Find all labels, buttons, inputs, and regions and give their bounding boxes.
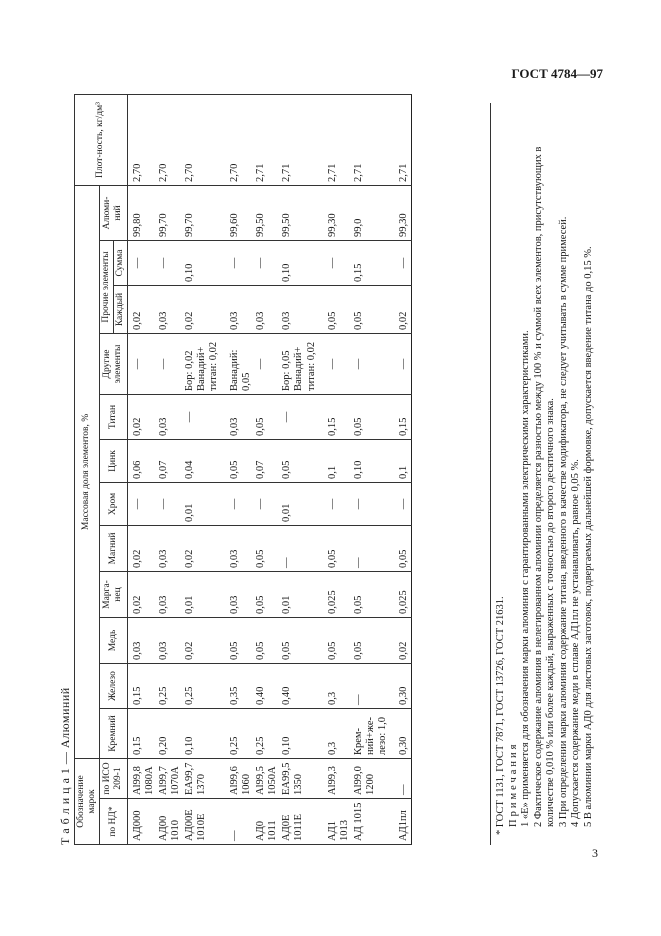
cell-magnesium: 0,05 [254, 526, 280, 572]
cell-zinc: 0,07 [254, 440, 280, 483]
cell-sum: — [390, 241, 412, 286]
cell-grade-iso: EA99,5 1350 [280, 759, 318, 799]
cell-magnesium: 0,03 [221, 526, 254, 572]
cell-zinc: 0,05 [280, 440, 318, 483]
cell-manganese: 0,05 [254, 572, 280, 618]
table-body [127, 94, 411, 844]
cell-other-elements: — [157, 334, 183, 395]
footnote: * ГОСТ 1131, ГОСТ 7871, ГОСТ 13726, ГОСТ 21631. [495, 596, 506, 835]
cell-manganese: 0,01 [280, 572, 318, 618]
cell-grade-nd: АД1 1013 [319, 799, 352, 845]
cell-other-elements: — [127, 334, 157, 395]
cell-copper: 0,03 [157, 618, 183, 664]
table-row [352, 94, 390, 844]
cell-magnesium: 0,05 [390, 526, 412, 572]
cell-sum: — [221, 241, 254, 286]
cell-chromium: — [221, 483, 254, 526]
cell-iron: 0,40 [280, 664, 318, 709]
cell-density: 2,71 [254, 94, 280, 185]
cell-each: 0,05 [352, 286, 390, 334]
cell-zinc: 0,04 [183, 440, 221, 483]
note-3: 3 При определении марки алюминия содержание титана, введенного в качестве модификатора, не следует учитывать в сумме примесей. [557, 216, 569, 827]
cell-aluminium: 99,80 [127, 185, 157, 240]
header-silicon: Кремний [99, 709, 127, 759]
cell-copper: 0,05 [221, 618, 254, 664]
cell-chromium: — [352, 483, 390, 526]
cell-zinc: 0,10 [352, 440, 390, 483]
cell-each: 0,03 [157, 286, 183, 334]
cell-each: 0,02 [183, 286, 221, 334]
cell-copper: 0,05 [319, 618, 352, 664]
cell-aluminium: 99,70 [157, 185, 183, 240]
cell-each: 0,03 [221, 286, 254, 334]
cell-titanium: 0,15 [390, 395, 412, 440]
cell-iron: 0,25 [183, 664, 221, 709]
cell-density: 2,70 [183, 94, 221, 185]
cell-other-elements: — [254, 334, 280, 395]
cell-magnesium: 0,02 [183, 526, 221, 572]
cell-each: 0,03 [254, 286, 280, 334]
cell-grade-nd: АД0Е 1011Е [280, 799, 318, 845]
cell-titanium: 0,15 [319, 395, 352, 440]
cell-zinc: 0,07 [157, 440, 183, 483]
cell-silicon: Крем-ний+же-лезо: 1,0 [352, 709, 390, 759]
cell-other-elements: — [319, 334, 352, 395]
cell-grade-nd: АД 1015 [352, 799, 390, 845]
cell-chromium: — [157, 483, 183, 526]
cell-aluminium: 99,60 [221, 185, 254, 240]
header-nd: по НД* [99, 799, 127, 845]
cell-manganese: 0,02 [127, 572, 157, 618]
header-copper: Медь [99, 618, 127, 664]
cell-other-elements: Бор: 0,02 Ванадий+ титан: 0,02 [183, 334, 221, 395]
cell-copper: 0,02 [183, 618, 221, 664]
cell-sum: — [127, 241, 157, 286]
header-grades: Обозначение марок [75, 759, 100, 845]
cell-grade-nd: АД0 1011 [254, 799, 280, 845]
header-other-impurities: Прочие элементы [99, 241, 113, 334]
cell-chromium: — [319, 483, 352, 526]
cell-magnesium: — [352, 526, 390, 572]
cell-aluminium: 99,70 [183, 185, 221, 240]
header-other-elements: Другие элементы [99, 334, 127, 395]
cell-grade-nd: АД000 [127, 799, 157, 845]
cell-zinc: 0,1 [390, 440, 412, 483]
cell-silicon: 0,25 [254, 709, 280, 759]
cell-grade-iso: — [390, 759, 412, 799]
cell-silicon: 0,30 [390, 709, 412, 759]
cell-titanium: 0,03 [221, 395, 254, 440]
cell-manganese: 0,025 [319, 572, 352, 618]
cell-each: 0,05 [319, 286, 352, 334]
cell-chromium: — [390, 483, 412, 526]
cell-grade-iso: Al99,6 1060 [221, 759, 254, 799]
cell-iron: 0,15 [127, 664, 157, 709]
cell-density: 2,70 [127, 94, 157, 185]
cell-zinc: 0,1 [319, 440, 352, 483]
cell-iron: 0,25 [157, 664, 183, 709]
cell-grade-iso: EA99,7 1370 [183, 759, 221, 799]
cell-copper: 0,03 [127, 618, 157, 664]
cell-aluminium: 99,30 [319, 185, 352, 240]
cell-silicon: 0,10 [280, 709, 318, 759]
notes-title: Примечания [507, 741, 519, 827]
rotated-table-content [58, 95, 598, 845]
header-aluminium: Алюми-ний [99, 185, 127, 240]
cell-density: 2,71 [280, 94, 318, 185]
cell-other-elements: Бор: 0,05 Ванадий+ титан: 0,02 [280, 334, 318, 395]
table-row [390, 94, 412, 844]
cell-grade-iso: Al99,8 1080A [127, 759, 157, 799]
cell-copper: 0,05 [254, 618, 280, 664]
cell-grade-iso: Al99,3 [319, 759, 352, 799]
header-density: Плот-ность, кг/дм³ [75, 94, 128, 185]
cell-titanium: 0,05 [352, 395, 390, 440]
cell-grade-nd: — [221, 799, 254, 845]
document-header: ГОСТ 4784—97 [511, 66, 603, 81]
cell-manganese: 0,03 [221, 572, 254, 618]
cell-silicon: 0,25 [221, 709, 254, 759]
cell-copper: 0,05 [352, 618, 390, 664]
cell-other-elements: — [390, 334, 412, 395]
cell-sum: — [157, 241, 183, 286]
cell-magnesium: 0,03 [157, 526, 183, 572]
header-zinc: Цинк [99, 440, 127, 483]
cell-chromium: 0,01 [280, 483, 318, 526]
cell-copper: 0,05 [280, 618, 318, 664]
cell-density: 2,70 [157, 94, 183, 185]
table-row [280, 94, 318, 844]
cell-grade-iso: Al99,7 1070A [157, 759, 183, 799]
table-row [127, 94, 157, 844]
cell-each: 0,02 [390, 286, 412, 334]
cell-silicon: 0,3 [319, 709, 352, 759]
cell-silicon: 0,20 [157, 709, 183, 759]
header-magnesium: Магний [99, 526, 127, 572]
cell-magnesium: — [280, 526, 318, 572]
cell-other-elements: — [352, 334, 390, 395]
table-row [319, 94, 352, 844]
cell-grade-nd: АД00 1010 [157, 799, 183, 845]
cell-aluminium: 99,50 [254, 185, 280, 240]
table-caption: Т а б л и ц а 1 — Алюминий [58, 687, 72, 845]
cell-grade-nd: АД1пл [390, 799, 412, 845]
cell-copper: 0,02 [390, 618, 412, 664]
notes-section [495, 105, 595, 835]
cell-iron: 0,40 [254, 664, 280, 709]
table-row [183, 94, 221, 844]
cell-titanium: — [280, 395, 318, 440]
cell-titanium: 0,03 [157, 395, 183, 440]
table-row [254, 94, 280, 844]
note-1: 1 «Е» применяется для обозначения марки алюминия с гарантированными электрическими характеристиками. [520, 330, 531, 827]
cell-manganese: 0,025 [390, 572, 412, 618]
cell-sum: 0,10 [183, 241, 221, 286]
cell-density: 2,71 [319, 94, 352, 185]
header-sum: Сумма [113, 241, 127, 286]
table-row [221, 94, 254, 844]
cell-aluminium: 99,50 [280, 185, 318, 240]
note-5: 5 В алюминии марки АД0 для листовых заготовок, подвергаемых дальнейшей формовке, допускается введение титана до 0,15 %. [582, 246, 594, 827]
notes-divider [490, 103, 586, 845]
cell-manganese: 0,01 [183, 572, 221, 618]
page-number: 3 [592, 846, 598, 860]
cell-sum: 0,10 [280, 241, 318, 286]
header-manganese: Марга-нец [99, 572, 127, 618]
cell-sum: 0,15 [352, 241, 390, 286]
cell-titanium: — [183, 395, 221, 440]
cell-density: 2,70 [221, 94, 254, 185]
cell-iron: 0,30 [390, 664, 412, 709]
note-2: 2 Фактическое содержание алюминия в нелегированном алюминии определяется разностью между 100 % и суммой всех элементов, присутствующих в количестве 0,010 % или более каждый, выраженных с точностью до второго десятичного знака. [532, 146, 556, 827]
cell-manganese: 0,05 [352, 572, 390, 618]
cell-magnesium: 0,02 [127, 526, 157, 572]
cell-aluminium: 99,0 [352, 185, 390, 240]
header-chromium: Хром [99, 483, 127, 526]
cell-chromium: 0,01 [183, 483, 221, 526]
cell-zinc: 0,05 [221, 440, 254, 483]
cell-grade-iso: Al99,0 1200 [352, 759, 390, 799]
header-iron: Железо [99, 664, 127, 709]
cell-each: 0,03 [280, 286, 318, 334]
cell-each: 0,02 [127, 286, 157, 334]
cell-iron: — [352, 664, 390, 709]
cell-titanium: 0,05 [254, 395, 280, 440]
cell-magnesium: 0,05 [319, 526, 352, 572]
cell-manganese: 0,03 [157, 572, 183, 618]
cell-sum: — [254, 241, 280, 286]
composition-table [74, 94, 412, 845]
cell-zinc: 0,06 [127, 440, 157, 483]
header-iso: по ИСО 209-1 [99, 759, 127, 799]
header-mass-fraction: Массовая доля элементов, % [75, 185, 100, 758]
cell-grade-iso: Al99,5 1050A [254, 759, 280, 799]
cell-chromium: — [254, 483, 280, 526]
cell-silicon: 0,15 [127, 709, 157, 759]
cell-aluminium: 99,30 [390, 185, 412, 240]
cell-titanium: 0,02 [127, 395, 157, 440]
cell-iron: 0,3 [319, 664, 352, 709]
table-header [75, 94, 128, 844]
cell-silicon: 0,10 [183, 709, 221, 759]
table-row [157, 94, 183, 844]
cell-density: 2,71 [352, 94, 390, 185]
cell-other-elements: Ванадий: 0,05 [221, 334, 254, 395]
cell-density: 2,71 [390, 94, 412, 185]
cell-grade-nd: АД00Е 1010Е [183, 799, 221, 845]
header-titanium: Титан [99, 395, 127, 440]
cell-sum: — [319, 241, 352, 286]
cell-iron: 0,35 [221, 664, 254, 709]
cell-chromium: — [127, 483, 157, 526]
note-4: 4 Допускается содержание меди в сплаве АД1пл не устанавливать, равное 0,05 %. [570, 459, 581, 827]
header-each: Каждый [113, 286, 127, 334]
